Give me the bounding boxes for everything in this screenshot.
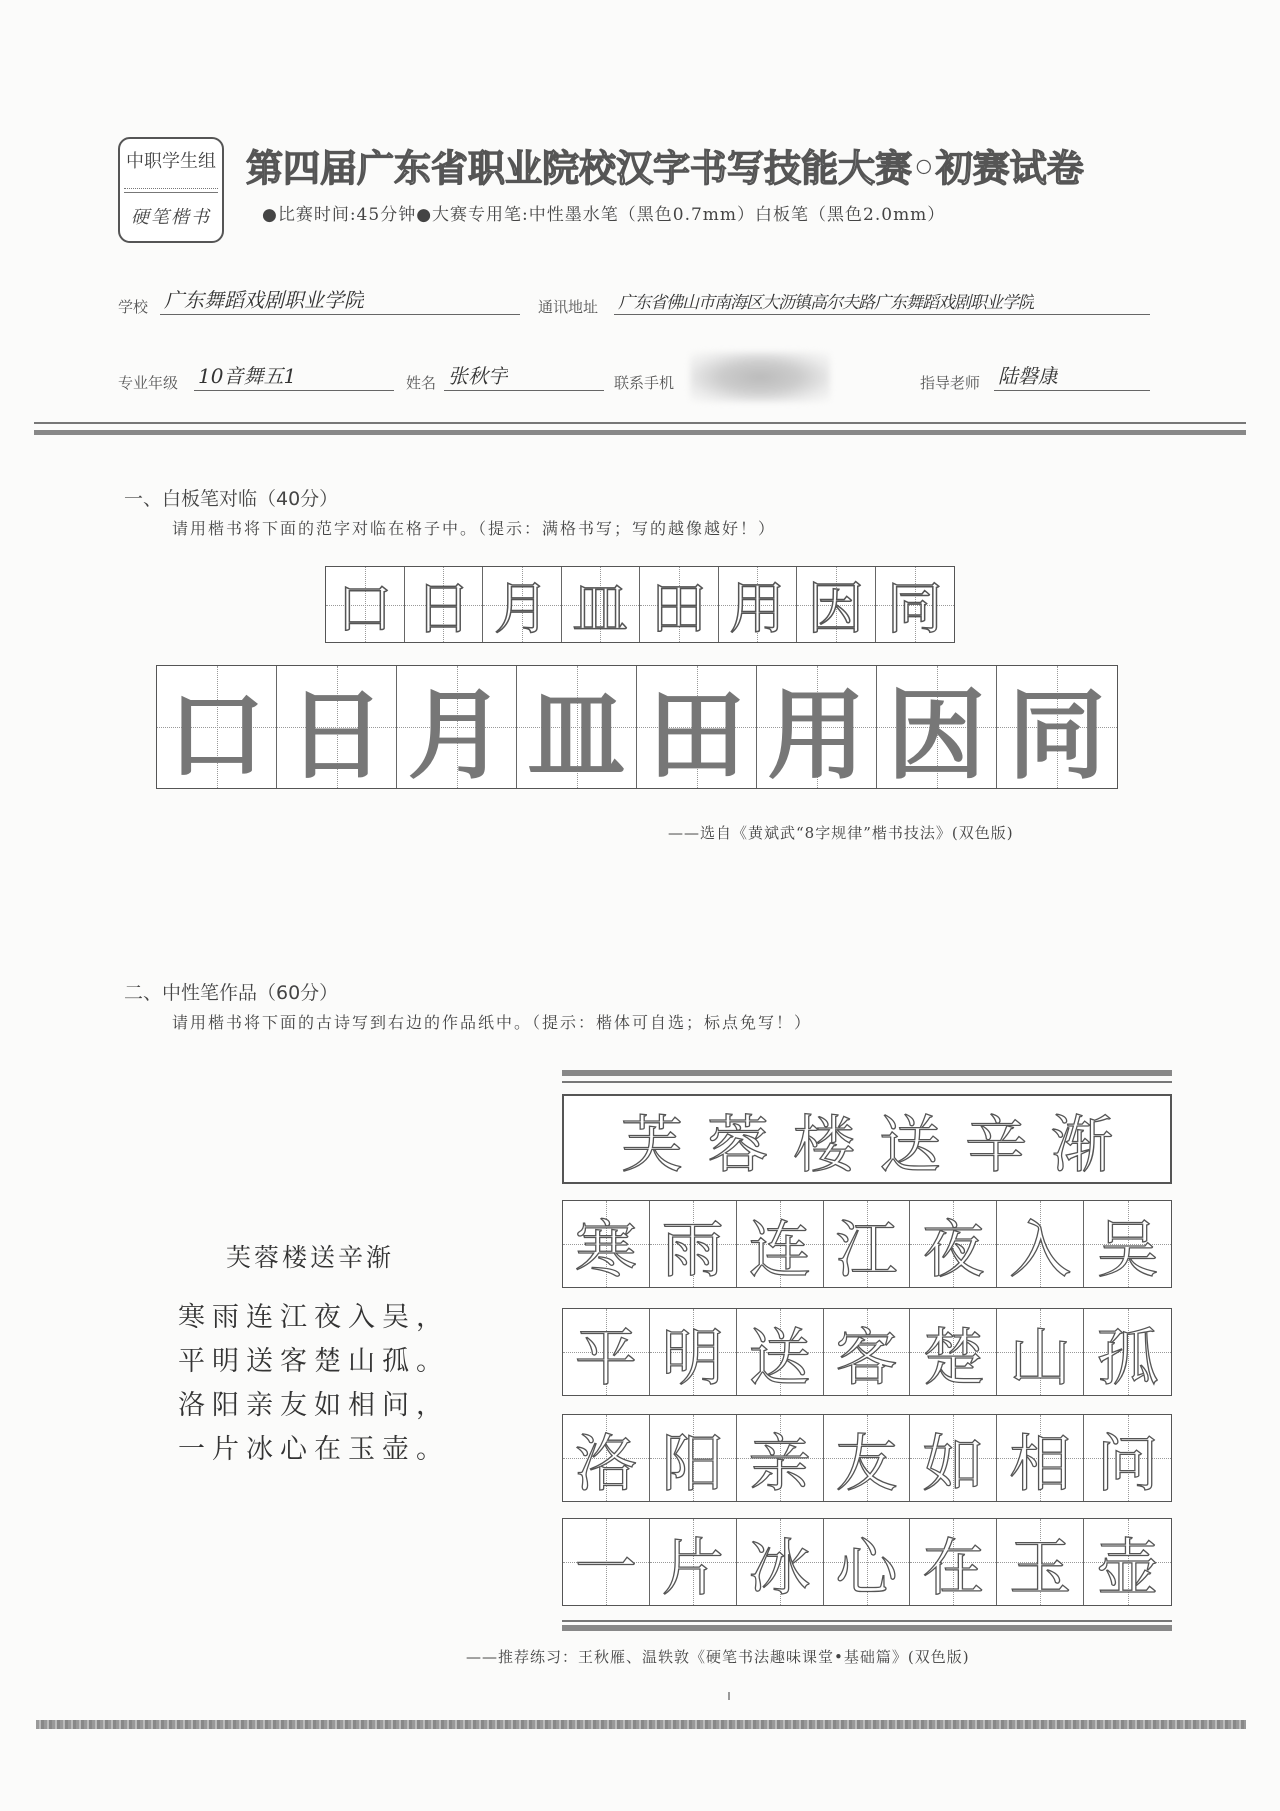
address-label: 通讯地址 [538, 298, 599, 316]
model-cell: 同 [876, 567, 955, 642]
work-cell[interactable]: 玉 [997, 1519, 1084, 1605]
work-cell[interactable]: 洛 [563, 1415, 650, 1501]
phone-redacted [690, 352, 830, 402]
work-title-char: 芙 [620, 1107, 683, 1181]
work-cell[interactable]: 阳 [650, 1415, 737, 1501]
work-title-char: 辛 [965, 1107, 1028, 1181]
badge-divider [124, 188, 218, 189]
phone-label: 联系手机 [614, 374, 675, 392]
work-cell[interactable]: 友 [824, 1415, 911, 1501]
section2-title: 二、中性笔作品（60分） [124, 982, 339, 1004]
page-title: 第四届广东省职业院校汉字书写技能大赛•初赛试卷 [246, 147, 1084, 190]
work-cell[interactable]: 亲 [737, 1415, 824, 1501]
work-cell[interactable]: 客 [824, 1309, 911, 1395]
name-field[interactable] [444, 360, 604, 391]
poem-line: 洛阳亲友如相问， [178, 1390, 450, 1421]
major-value: 10音舞五1 [198, 364, 297, 388]
header-divider [34, 430, 1246, 435]
header-divider [34, 422, 1246, 424]
work-cell[interactable]: 夜 [910, 1201, 997, 1287]
work-cell[interactable]: 江 [824, 1201, 911, 1287]
work-cell[interactable]: 送 [737, 1309, 824, 1395]
work-row-1[interactable] [562, 1200, 1172, 1288]
writing-cell[interactable]: 口 [157, 666, 277, 788]
work-cell[interactable]: 楚 [910, 1309, 997, 1395]
work-cell[interactable]: 相 [997, 1415, 1084, 1501]
teacher-label: 指导老师 [920, 374, 981, 392]
badge-group-label: 中职学生组 [126, 151, 216, 172]
badge-category-label: 硬笔楷书 [131, 207, 211, 228]
work-cell[interactable]: 明 [650, 1309, 737, 1395]
group-badge [118, 137, 224, 243]
work-title-char: 送 [879, 1107, 942, 1181]
work-cell[interactable]: 片 [650, 1519, 737, 1605]
model-char-grid [325, 566, 955, 643]
school-label: 学校 [118, 298, 149, 316]
work-cell[interactable]: 平 [563, 1309, 650, 1395]
name-label: 姓名 [406, 374, 437, 392]
major-field[interactable] [194, 360, 394, 391]
model-cell: 日 [405, 567, 484, 642]
work-row-4[interactable] [562, 1518, 1172, 1606]
work-cell[interactable]: 连 [737, 1201, 824, 1287]
work-cell[interactable]: 冰 [737, 1519, 824, 1605]
address-field[interactable] [614, 284, 1150, 315]
badge-divider [124, 192, 218, 193]
teacher-value: 陆磐康 [998, 364, 1058, 388]
scan-mark [728, 1692, 730, 1700]
work-cell[interactable]: 如 [910, 1415, 997, 1501]
work-title-box[interactable] [562, 1094, 1172, 1184]
work-title-char: 渐 [1051, 1107, 1114, 1181]
bottom-border [36, 1720, 1246, 1729]
poem-title: 芙蓉楼送辛渐 [226, 1243, 395, 1272]
work-cell[interactable]: 一 [563, 1519, 650, 1605]
writing-grid[interactable] [156, 665, 1118, 793]
writing-cell[interactable]: 同 [997, 666, 1117, 788]
paper-top-rule [562, 1081, 1172, 1083]
writing-cell[interactable]: 皿 [517, 666, 637, 788]
work-cell[interactable]: 雨 [650, 1201, 737, 1287]
school-field[interactable] [160, 284, 520, 315]
model-cell: 用 [719, 567, 798, 642]
poem-line: 平明送客楚山孤。 [178, 1346, 450, 1377]
paper-top-rule [562, 1070, 1172, 1076]
poem-line: 寒雨连江夜入吴， [178, 1302, 450, 1333]
section1-credit: ——选自《黄斌武“8字规律”楷书技法》(双色版) [668, 824, 1014, 842]
section1-hint: 请用楷书将下面的范字对临在格子中。（提示：满格书写；写的越像越好！） [172, 519, 777, 538]
address-value: 广东省佛山市南海区大沥镇高尔夫路广东舞蹈戏剧职业学院 [618, 293, 1034, 313]
exam-info: ●比赛时间:45分钟●大赛专用笔:中性墨水笔（黑色0.7mm）白板笔（黑色2.0mm） [262, 205, 946, 225]
writing-cell[interactable]: 因 [877, 666, 997, 788]
work-cell[interactable]: 寒 [563, 1201, 650, 1287]
teacher-field[interactable] [994, 360, 1150, 391]
writing-cell[interactable]: 月 [397, 666, 517, 788]
writing-cell[interactable]: 田 [637, 666, 757, 788]
work-cell[interactable]: 在 [910, 1519, 997, 1605]
work-cell[interactable]: 心 [824, 1519, 911, 1605]
section2-hint: 请用楷书将下面的古诗写到右边的作品纸中。（提示：楷体可自选；标点免写！） [172, 1013, 813, 1032]
poem-text [178, 1296, 450, 1472]
work-title-char: 楼 [792, 1107, 855, 1181]
model-cell: 口 [326, 567, 405, 642]
model-cell: 田 [640, 567, 719, 642]
paper-bottom-rule [562, 1620, 1172, 1622]
writing-cell[interactable]: 用 [757, 666, 877, 788]
paper-bottom-rule [562, 1625, 1172, 1631]
work-row-2[interactable] [562, 1308, 1172, 1396]
work-row-3[interactable] [562, 1414, 1172, 1502]
work-title-char: 蓉 [706, 1107, 769, 1181]
writing-cell[interactable]: 日 [277, 666, 397, 788]
work-cell[interactable]: 山 [997, 1309, 1084, 1395]
work-cell[interactable]: 问 [1084, 1415, 1171, 1501]
work-cell[interactable]: 吴 [1084, 1201, 1171, 1287]
model-cell: 月 [483, 567, 562, 642]
school-value: 广东舞蹈戏剧职业学院 [164, 288, 364, 312]
work-cell[interactable]: 孤 [1084, 1309, 1171, 1395]
name-value: 张秋宇 [448, 364, 508, 388]
section1-title: 一、白板笔对临（40分） [124, 488, 339, 510]
poem-line: 一片冰心在玉壶。 [178, 1434, 450, 1465]
work-cell[interactable]: 入 [997, 1201, 1084, 1287]
section2-credit: ——推荐练习：王秋雁、温轶敦《硬笔书法趣味课堂•基础篇》(双色版) [466, 1648, 970, 1666]
model-cell: 因 [797, 567, 876, 642]
major-label: 专业年级 [118, 374, 179, 392]
model-cell: 皿 [562, 567, 641, 642]
work-cell[interactable]: 壶 [1084, 1519, 1171, 1605]
